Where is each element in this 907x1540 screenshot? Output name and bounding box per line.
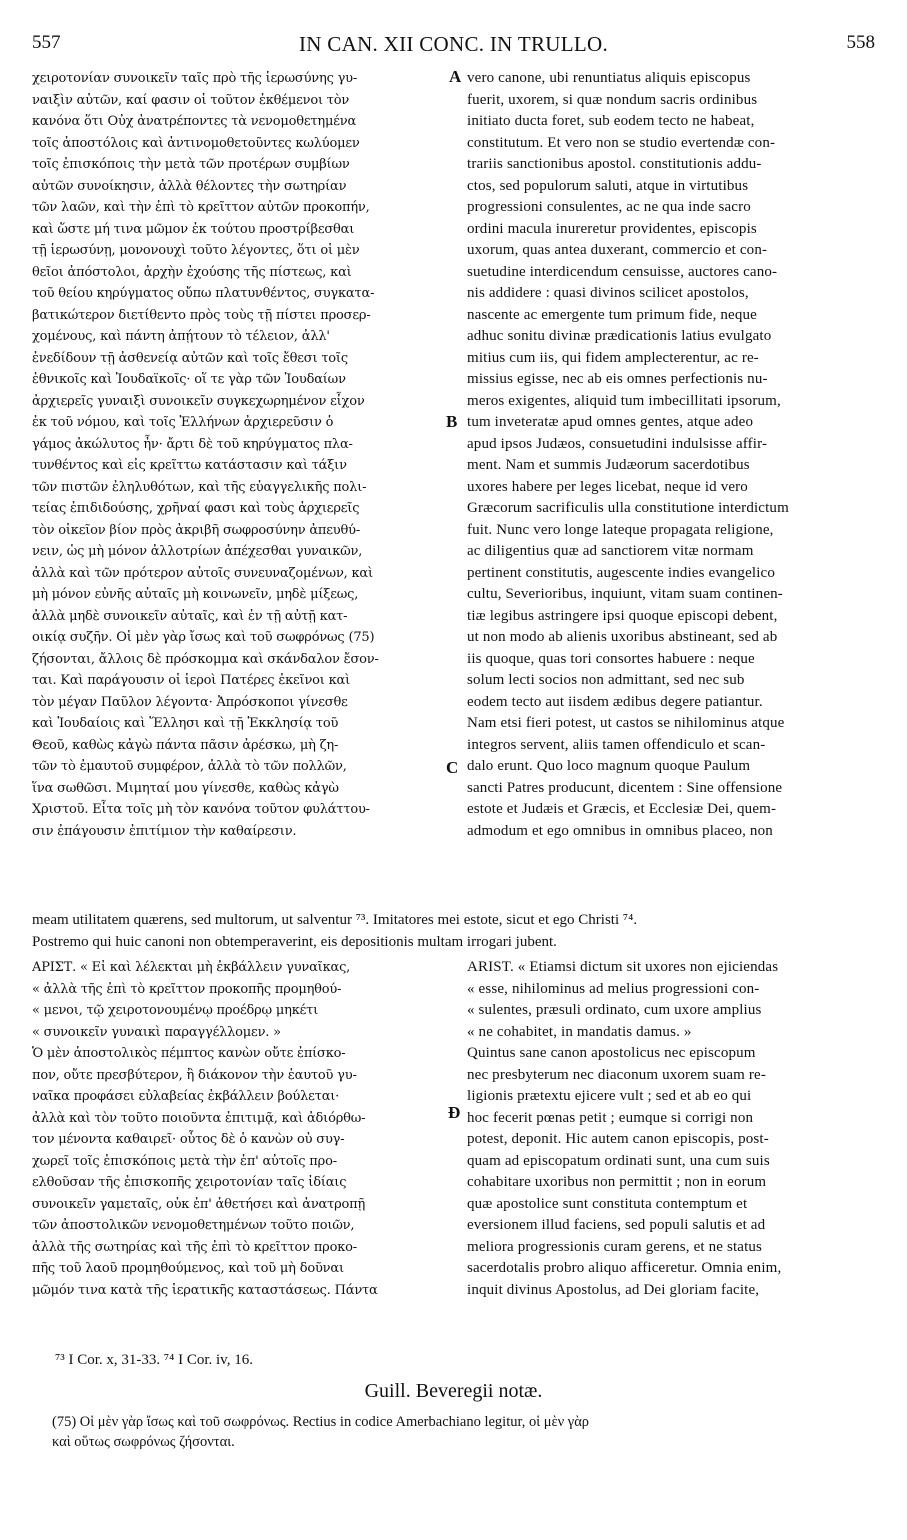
latin-text-line: tum inveteratæ apud omnes gentes, atque adeo xyxy=(467,414,754,430)
latin-text-line: uxores habere per leges licebat, neque id vero xyxy=(467,478,748,495)
greek-text-line: μὴ μόνον εὐνῆς αὐταῖς μὴ κοινωνεῖν, μηδὲ μίξεως, xyxy=(32,587,359,602)
margin-marker-a: A xyxy=(449,67,462,86)
greek-text-line: τῶν τὸ ἐμαυτοῦ συμφέρον, ἀλλὰ τὸ τῶν πολλῶν, xyxy=(32,759,347,774)
greek-text-line: ἐκ τοῦ νόμου, καὶ τοῖς Ἑλλήνων ἀρχιερεῦσιν ὁ xyxy=(32,415,334,430)
margin-marker-b: B xyxy=(446,412,458,431)
latin-text-line: eversionem illud faciens, sed populi salutis et ad xyxy=(467,1217,766,1233)
latin-text-line: mitius cum iis, qui fidem amplecterentur, ac re- xyxy=(467,349,759,366)
greek-text-line: ἀρχιερεῖς γυναιξὶ συνοικεῖν συγκεχωρημένον εἶχον xyxy=(32,393,365,409)
greek-text-line: μῶμόν τινα κατὰ τῆς ἱερατικῆς καταστάσεως. Πάντα xyxy=(32,1282,378,1298)
greek-text-line: ελθοῦσαν τῆς ἐπισκοπῆς χειροτονίαν ταῖς ἰδίαις xyxy=(32,1175,347,1190)
greek-text-line: σιν ἐπάγουσιν ἐπιτίμιον τὴν καθαίρεσιν. xyxy=(32,823,297,839)
greek-text-line: ΑΡΙΣΤ. « Εἰ καὶ λέλεκται μὴ ἐκβάλλειν γυναῖκας, xyxy=(32,960,351,975)
page-number-left: 557 xyxy=(32,32,61,53)
latin-text-line: progressioni consulentes, ac ne qua inde sacro xyxy=(467,199,751,215)
greek-text-line: Χριστοῦ. Εἶτα τοῖς μὴ τὸν κανόνα τοῦτον φυλάττου- xyxy=(32,802,370,817)
latin-text-line: suetudine interdicendum censuisse, auctores cano- xyxy=(467,263,778,280)
latin-text-line: cultu, Severioribus, inquiunt, vitam suam continen- xyxy=(467,586,783,602)
latin-text-line: vero canone, ubi renuntiatus aliquis episcopus xyxy=(467,70,751,86)
greek-text-line: ἀλλὰ καὶ τῶν πρότερον αὐτοῖς συνευναζομένων, καὶ xyxy=(32,565,373,581)
running-title: IN CAN. XII CONC. IN TRULLO. xyxy=(299,32,608,56)
note-line: καὶ οὕτως σωφρόνως ζήσονται. xyxy=(52,1434,235,1450)
latin-text-line: fuit. Nunc vero longe lateque propagata religione, xyxy=(467,521,774,538)
greek-text-line: « μενοι, τῷ χειροτονουμένῳ προέδρῳ μηκέτι xyxy=(32,1003,319,1018)
latin-text-line: « esse, nihilominus ad melius progressioni con- xyxy=(467,980,760,997)
greek-text-line: συνοικεῖν γαμεταῖς, οὐκ ἐπ' ἀθετήσει καὶ ἀνατροπῇ xyxy=(32,1196,366,1212)
latin-text-line: ARIST. « Etiamsi dictum sit uxores non ejiciendas xyxy=(467,959,779,975)
latin-text-line: ut non modo ab alienis uxoribus abstineant, sed ab xyxy=(467,629,778,645)
latin-text-line: ligionis prætextu ejicere vult ; sed et ab eo qui xyxy=(467,1088,752,1104)
latin-text-line: apud ipsos Judæos, consuetudini indulsisse affir- xyxy=(467,435,768,452)
latin-text-line: quam ad episcopatum ordinati sunt, una cum suis xyxy=(467,1152,770,1169)
greek-text-line: ναῖκα προφάσει εὐλαβείας ἐκβάλλειν βούλεται· xyxy=(32,1089,340,1104)
greek-text-line: βατικώτερον διετίθεντο πρὸς τοὺς τῇ πίστει προσερ- xyxy=(32,307,371,323)
notes-title: Guill. Beveregii notæ. xyxy=(364,1380,543,1402)
greek-text-line: τὸν οἰκεῖον βίον πρὸς ἀκριβῆ σωφροσύνην ἀπευθύ- xyxy=(32,522,361,538)
greek-text-line: τῇ ἱερωσύνῃ, μονονουχὶ τοῦτο λέγοντες, ὅτι οἱ μὲν xyxy=(32,243,360,258)
latin-text-line: sacerdotalis probro aliquo afficeretur. Omnia enim, xyxy=(467,1260,782,1276)
latin-text-line: trariis sanctionibus apostol. constitutionis addu- xyxy=(467,156,762,172)
greek-text-line: νειν, ὡς μὴ μόνον ἀλλοτρίων ἀπέχεσθαι γυναικῶν, xyxy=(32,544,363,559)
latin-text-line: inquit divinus Apostolus, ad Dei gloriam facite, xyxy=(467,1281,760,1298)
latin-text-line: uxorum, quas antea duxerant, commercio et con- xyxy=(467,242,768,258)
latin-text-line: cohabitare uxoribus non permittit ; non in eorum xyxy=(467,1174,767,1190)
full-width-text xyxy=(32,910,877,953)
greek-text-line: ται. Καὶ παράγουσιν οἱ ἱεροὶ Πατέρες ἐκεῖνοι καὶ xyxy=(32,673,351,688)
latin-text-line: nec presbyterum nec diaconum uxorem suam re- xyxy=(467,1066,766,1083)
latin-text-line: Quintus sane canon apostolicus nec episcopum xyxy=(467,1045,756,1061)
greek-text-line: Θεοῦ, καθὼς κἀγὼ πάντα πᾶσιν ἀρέσκω, μὴ ζη- xyxy=(32,737,339,753)
latin-text-line: initiato ducta foret, sub eodem tecto ne habeat, xyxy=(467,113,755,129)
greek-text-line: τον μένοντα καθαιρεῖ· οὗτος δὲ ὁ κανὼν οὐ συγ- xyxy=(32,1132,345,1147)
latin-text-line: integros servent, aliis tamen offendiculo et scan- xyxy=(467,736,766,753)
latin-text-line: tiæ legibus astringere ipsi quoque episcopi debent, xyxy=(467,607,778,624)
greek-text-line: ἐνεδίδουν τῇ ἀσθενείᾳ αὐτῶν καὶ τοῖς ἔθεσι τοῖς xyxy=(32,350,348,366)
latin-text-line: « ne cohabitet, in mandatis damus. » xyxy=(467,1023,692,1040)
full-text-line: Postremo qui huic canoni non obtemperaverint, eis depositionis multam irrogari jubent. xyxy=(32,933,557,950)
greek-text-line: ἐθνικοῖς καὶ Ἰουδαϊκοῖς· οἵ τε γὰρ τῶν Ἰουδαίων xyxy=(32,372,346,387)
latin-column xyxy=(467,68,899,842)
latin-text-line: potest, deponit. Hic autem canon episcopis, post- xyxy=(467,1131,769,1147)
greek-text-line: ἀλλὰ μηδὲ συνοικεῖν αὐταῖς, καὶ ἐν τῇ αὐτῇ κατ- xyxy=(32,608,348,624)
latin-text-line: admodum et ego omnibus in omnibus placeo, non xyxy=(467,822,773,839)
latin-text-line: ac diligentius quæ ad sanctiorem vitæ normam xyxy=(467,543,754,559)
latin-text-line: quæ apostolice sunt constituta contemptum et xyxy=(467,1195,748,1212)
latin-text-line: « sulentes, præsuli ordinato, cum uxore amplius xyxy=(467,1002,762,1018)
greek-text-line: χομένους, καὶ πάντη ἀπῄτουν τὸ τέλειον, ἀλλ' xyxy=(32,329,330,344)
latin-text-line: meliora progressionis curam gerens, et ne status xyxy=(467,1238,763,1255)
greek-text-line: ἵνα σωθῶσι. Μιμηταί μου γίνεσθε, καθὼς κἀγὼ xyxy=(32,780,339,796)
greek-text-line: πῆς τοῦ λαοῦ προμηθούμενος, καὶ τοῦ μὴ δοῦναι xyxy=(32,1261,344,1276)
latin-text-line: fuerit, uxorem, si quæ nondum sacris ordinibus xyxy=(467,91,758,108)
greek-text-line: τυνθέντος καὶ εἰς κρεῖττω κατάστασιν καὶ τάξιν xyxy=(32,458,347,473)
greek-text-line: οικίᾳ συζῆν. Οἱ μὲν γὰρ ἴσως καὶ τοῦ σωφρόνως (75) xyxy=(32,630,375,645)
latin-text-line: constitutum. Et vero non se studio evertendæ con- xyxy=(467,134,776,151)
greek-text-line: « ἀλλὰ τῆς ἐπὶ τὸ κρεῖττον προκοπῆς προμηθού- xyxy=(32,981,342,997)
latin-text-line: pertinent constitutis, augescente indies evangelico xyxy=(467,564,775,581)
footnote: ⁷³ I Cor. x, 31-33. ⁷⁴ I Cor. iv, 16. xyxy=(55,1352,253,1368)
greek-text-line: αὐτῶν συνοίκησιν, ἀλλὰ θέλοντες τὴν σωτηρίαν xyxy=(32,178,347,194)
greek-column xyxy=(32,68,444,842)
greek-text-line: γάμος ἀκώλυτος ἦν· ἄρτι δὲ τοῦ κηρύγματος πλα- xyxy=(32,436,353,452)
latin-text-line: meros exigentes, aliquid tum imbecillitati ipsorum, xyxy=(467,392,781,409)
margin-marker-d: Ð xyxy=(448,1103,461,1122)
latin-text-line: Nam etsi fieri potest, ut castos se nihilominus atque xyxy=(467,715,785,731)
latin-text-line: adhuc sonitu divinæ prædicationis latius evulgato xyxy=(467,328,772,344)
full-text-line: meam utilitatem quærens, sed multorum, ut salventur ⁷³. Imitatores mei estote, sicut et ego Christi ⁷⁴. xyxy=(32,912,638,928)
greek-text-line: ἀλλὰ καὶ τὸν τοῦτο ποιοῦντα ἐπιτιμᾷ, καὶ ἀδιόρθω- xyxy=(32,1110,366,1126)
greek-text-line: ζήσονται, ἄλλοις δὲ πρόσκομμα καὶ σκάνδαλον ἔσον- xyxy=(32,651,379,667)
greek-text-line: « συνοικεῖν γυναικὶ παραγγέλλομεν. » xyxy=(32,1024,281,1040)
note-line: (75) Οἱ μὲν γὰρ ἴσως καὶ τοῦ σωφρόνως. Rectius in codice Amerbachiano legitur, οἱ μὲν γὰρ xyxy=(52,1414,590,1430)
greek-text-line: τῶν πιστῶν ἐληλυθότων, καὶ τῆς εὐαγγελικῆς πολι- xyxy=(32,479,367,495)
greek-text-line: κανόνα ὅτι Οὐχ ἀνατρέποντες τὰ νενομοθετημένα xyxy=(32,114,357,129)
greek-text-line: τοῖς ἀποστόλοις καὶ ἀντινομοθετοῦντες κωλύομεν xyxy=(32,135,360,151)
margin-marker-c: C xyxy=(446,758,459,777)
latin-text-line: iis quoque, quas tori consortes habuere : neque xyxy=(467,650,755,667)
greek-text-line: Ὁ μὲν ἀποστολικὸς πέμπτος κανὼν οὔτε ἐπίσκο- xyxy=(32,1046,346,1061)
latin-text-line: ctos, sed populorum saluti, atque in virtutibus xyxy=(467,177,749,194)
latin-text-line: ordini macula inureretur providentes, episcopis xyxy=(467,220,757,237)
latin-text-line: nis addidere : quasi divinos scilicet apostolos, xyxy=(467,285,749,301)
greek-text-line: χειροτονίαν συνοικεῖν ταῖς πρὸ τῆς ἱερωσύνης γυ- xyxy=(32,71,358,86)
greek-text-line: τείας ἐπιδιδούσης, χρῆναί φασι καὶ τοὺς ἀρχιερεῖς xyxy=(32,501,360,516)
greek-text-line: πον, οὔτε πρεσβύτερον, ἢ διάκονον τὴν ἑαυτοῦ γυ- xyxy=(32,1067,357,1083)
page-number-right: 558 xyxy=(846,32,875,53)
latin-text-line: ment. Nam et summis Judæorum sacerdotibus xyxy=(467,457,750,473)
greek-text-line: τῶν ἀποστολικῶν νενομοθετημένων τοῦτο ποιῶν, xyxy=(32,1218,355,1233)
latin-column-2 xyxy=(467,957,899,1301)
greek-text-line: καὶ Ἰουδαίοις καὶ Ἕλλησι καὶ τῇ Ἐκκλησίᾳ τοῦ xyxy=(32,716,339,731)
greek-column-2 xyxy=(32,957,444,1301)
latin-text-line: nascente ac emergente tum primum fide, neque xyxy=(467,306,757,323)
greek-text-line: καὶ ὥστε μή τινα μῶμον ἐκ τούτου προστρίβεσθαι xyxy=(32,221,355,237)
greek-text-line: τῶν λαῶν, καὶ τὴν ἐπὶ τὸ κρεῖττον αὐτῶν προκοπήν, xyxy=(32,200,370,215)
latin-text-line: dalo erunt. Quo loco magnum quoque Paulum xyxy=(467,758,751,774)
latin-text-line: solum lecti socios non admittant, sed nec sub xyxy=(467,672,745,688)
greek-text-line: τοῦ θείου κηρύγματος οὔπω πλατυνθέντος, συγκατα- xyxy=(32,286,375,301)
greek-text-line: τοῖς ἐπισκόποις τὴν μετὰ τῶν προτέρων συμβίων xyxy=(32,157,350,172)
page-header xyxy=(32,32,875,58)
latin-text-line: eodem tecto aut iisdem ædibus degere patiantur. xyxy=(467,693,763,710)
latin-text-line: Græcorum sacrificulis ulla constitutione interdictum xyxy=(467,500,789,516)
greek-text-line: τὸν μέγαν Παῦλον λέγοντα· Ἀπρόσκοποι γίνεσθε xyxy=(32,694,348,710)
notes-text xyxy=(52,1412,882,1452)
greek-text-line: ἀλλὰ τῆς σωτηρίας καὶ τῆς ἐπὶ τὸ κρεῖττον προκο- xyxy=(32,1239,357,1255)
latin-text-line: hoc fecerit pœnas petit ; eumque si corrigi non xyxy=(467,1109,754,1126)
latin-text-line: estote et Judæis et Græcis, et Ecclesiæ Dei, quem- xyxy=(467,801,777,817)
latin-text-line: sancti Patres producunt, dicentem : Sine offensione xyxy=(467,779,783,796)
greek-text-line: θεῖοι ἀπόστολοι, ἀρχὴν ἐχούσης τῆς πίστεως, καὶ xyxy=(32,264,352,280)
greek-text-line: ναιξὶν αὐτῶν, καί φασιν οἱ τοῦτον ἐκθέμενοι τὸν xyxy=(32,92,350,108)
greek-text-line: χωρεῖ τοῖς ἐπισκόποις μετὰ τὴν ἐπ' αὐτοῖς προ- xyxy=(32,1153,337,1169)
latin-text-line: missius egisse, nec ab eis omnes perfectionis nu- xyxy=(467,371,768,387)
